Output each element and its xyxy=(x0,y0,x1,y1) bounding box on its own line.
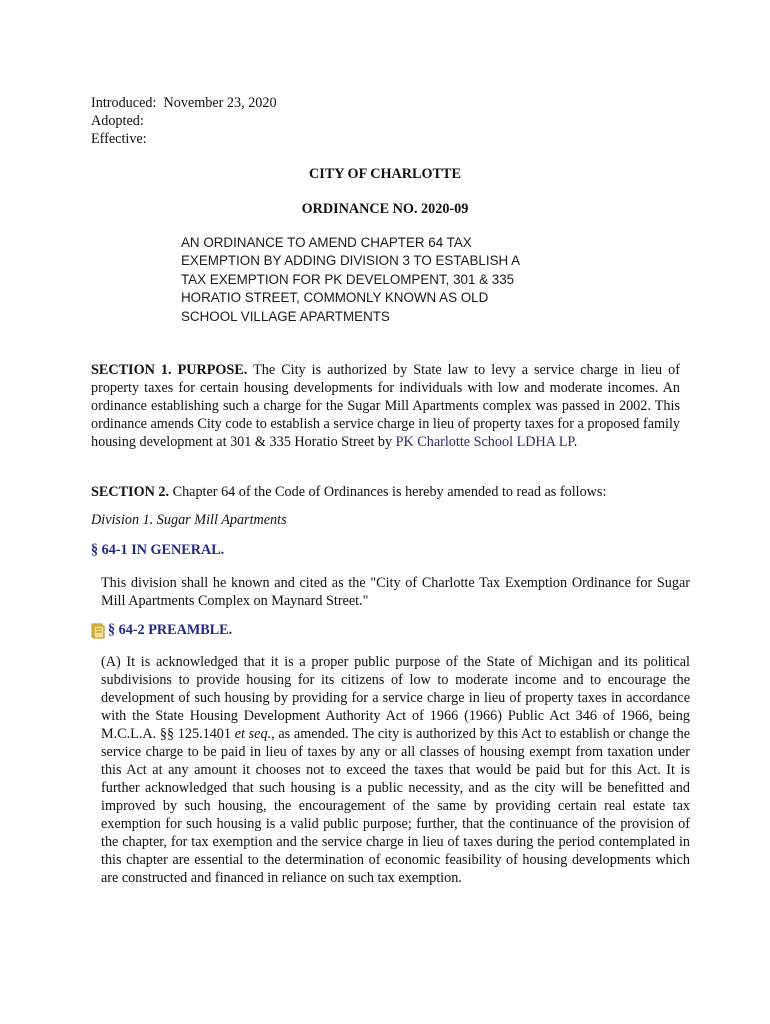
section-1-purpose xyxy=(91,361,680,451)
preamble-text-a: (A) It is acknowledged that it is a proper public purpose of the State of Michigan and its political subdivisions to provide housing for its citizens of low to moderate income and to encourage the development of such housing by providing for a service charge in lieu of property taxes in accordance with the State Housing Development Authority Act of 1966 (1966) Public Act 346 of 1966, being M.C.L.A. §§ 125.1401 xyxy=(101,654,690,742)
preamble-text-b: , as amended. The city is authorized by this Act to establish or change the service charge to be paid in lieu of taxes by any or all classes of housing exempt from taxation under this Act at any amount it chooses not to exceed the taxes that would be paid but for this Act. It is further acknowledged that such housing is a public necessity, and as the city will be benefitted and improved by such housing, the encouragement of the same by providing certain real estate tax exemption for such housing is a valid public purpose; further, that the continuance of the provision of the chapter, for tax exemption and the service charge in lieu of taxes during the period contemplated in this chapter are essential to the determination of economic feasibility of housing developments which are constructed and financed in reliance on such tax exemption. xyxy=(101,726,690,886)
section-64-2-text xyxy=(91,653,690,887)
ordinance-title-line: SCHOOL VILLAGE APARTMENTS xyxy=(181,308,390,324)
section-1-text: The City is authorized by State law to levy a service charge in lieu of property taxes for certain housing developments for individuals with low and moderate incomes. An ordinance establishing such a charge for the Sugar Mill Apartments complex was passed in 2002. This ordinance amends City code to establish a service charge in lieu of property taxes for a proposed family housing development at 301 & 335 Horatio Street by xyxy=(91,362,680,450)
adopted-date: Adopted: xyxy=(91,113,144,129)
ordinance-title xyxy=(181,234,601,326)
city-title: CITY OF CHARLOTTE xyxy=(309,166,461,182)
section-1-end: . xyxy=(573,434,578,450)
ordinance-title-line: TAX EXEMPTION FOR PK DEVELOMPENT, 301 & 335 xyxy=(181,271,515,287)
section-1-heading: SECTION 1. PURPOSE. xyxy=(91,362,248,378)
ordinance-dates xyxy=(91,94,277,148)
ordinance-title-line: AN ORDINANCE TO AMEND CHAPTER 64 TAX xyxy=(181,235,472,250)
ordinance-title-line: EXEMPTION BY ADDING DIVISION 3 TO ESTABLISH A xyxy=(181,253,521,269)
section-2 xyxy=(91,483,680,501)
section-2-heading: SECTION 2. xyxy=(91,484,170,500)
section-64-2-heading-row xyxy=(91,622,232,639)
ordinance-title-line: HORATIO STREET, COMMONLY KNOWN AS OLD xyxy=(181,290,489,306)
introduced-date: Introduced: November 23, 2020 xyxy=(91,95,277,111)
effective-date: Effective: xyxy=(91,131,147,147)
ordinance-number: ORDINANCE NO. 2020-09 xyxy=(301,201,469,217)
division-title: Division 1. Sugar Mill Apartments xyxy=(91,512,287,528)
section-64-2-heading: § 64-2 PREAMBLE. xyxy=(108,622,233,638)
et-seq: et seq. xyxy=(234,726,272,742)
section-64-1-heading: § 64-1 IN GENERAL. xyxy=(91,542,225,558)
section-64-1-text: This division shall he known and cited as the "City of Charlotte Tax Exemption Ordinance for Sugar Mill Apartments Complex on Maynard Street." xyxy=(101,575,690,609)
developer-link[interactable]: PK Charlotte School LDHA LP xyxy=(395,434,574,450)
section-2-text: Chapter 64 of the Code of Ordinances is hereby amended to read as follows: xyxy=(169,484,607,500)
bookmark-icon[interactable] xyxy=(91,623,105,639)
